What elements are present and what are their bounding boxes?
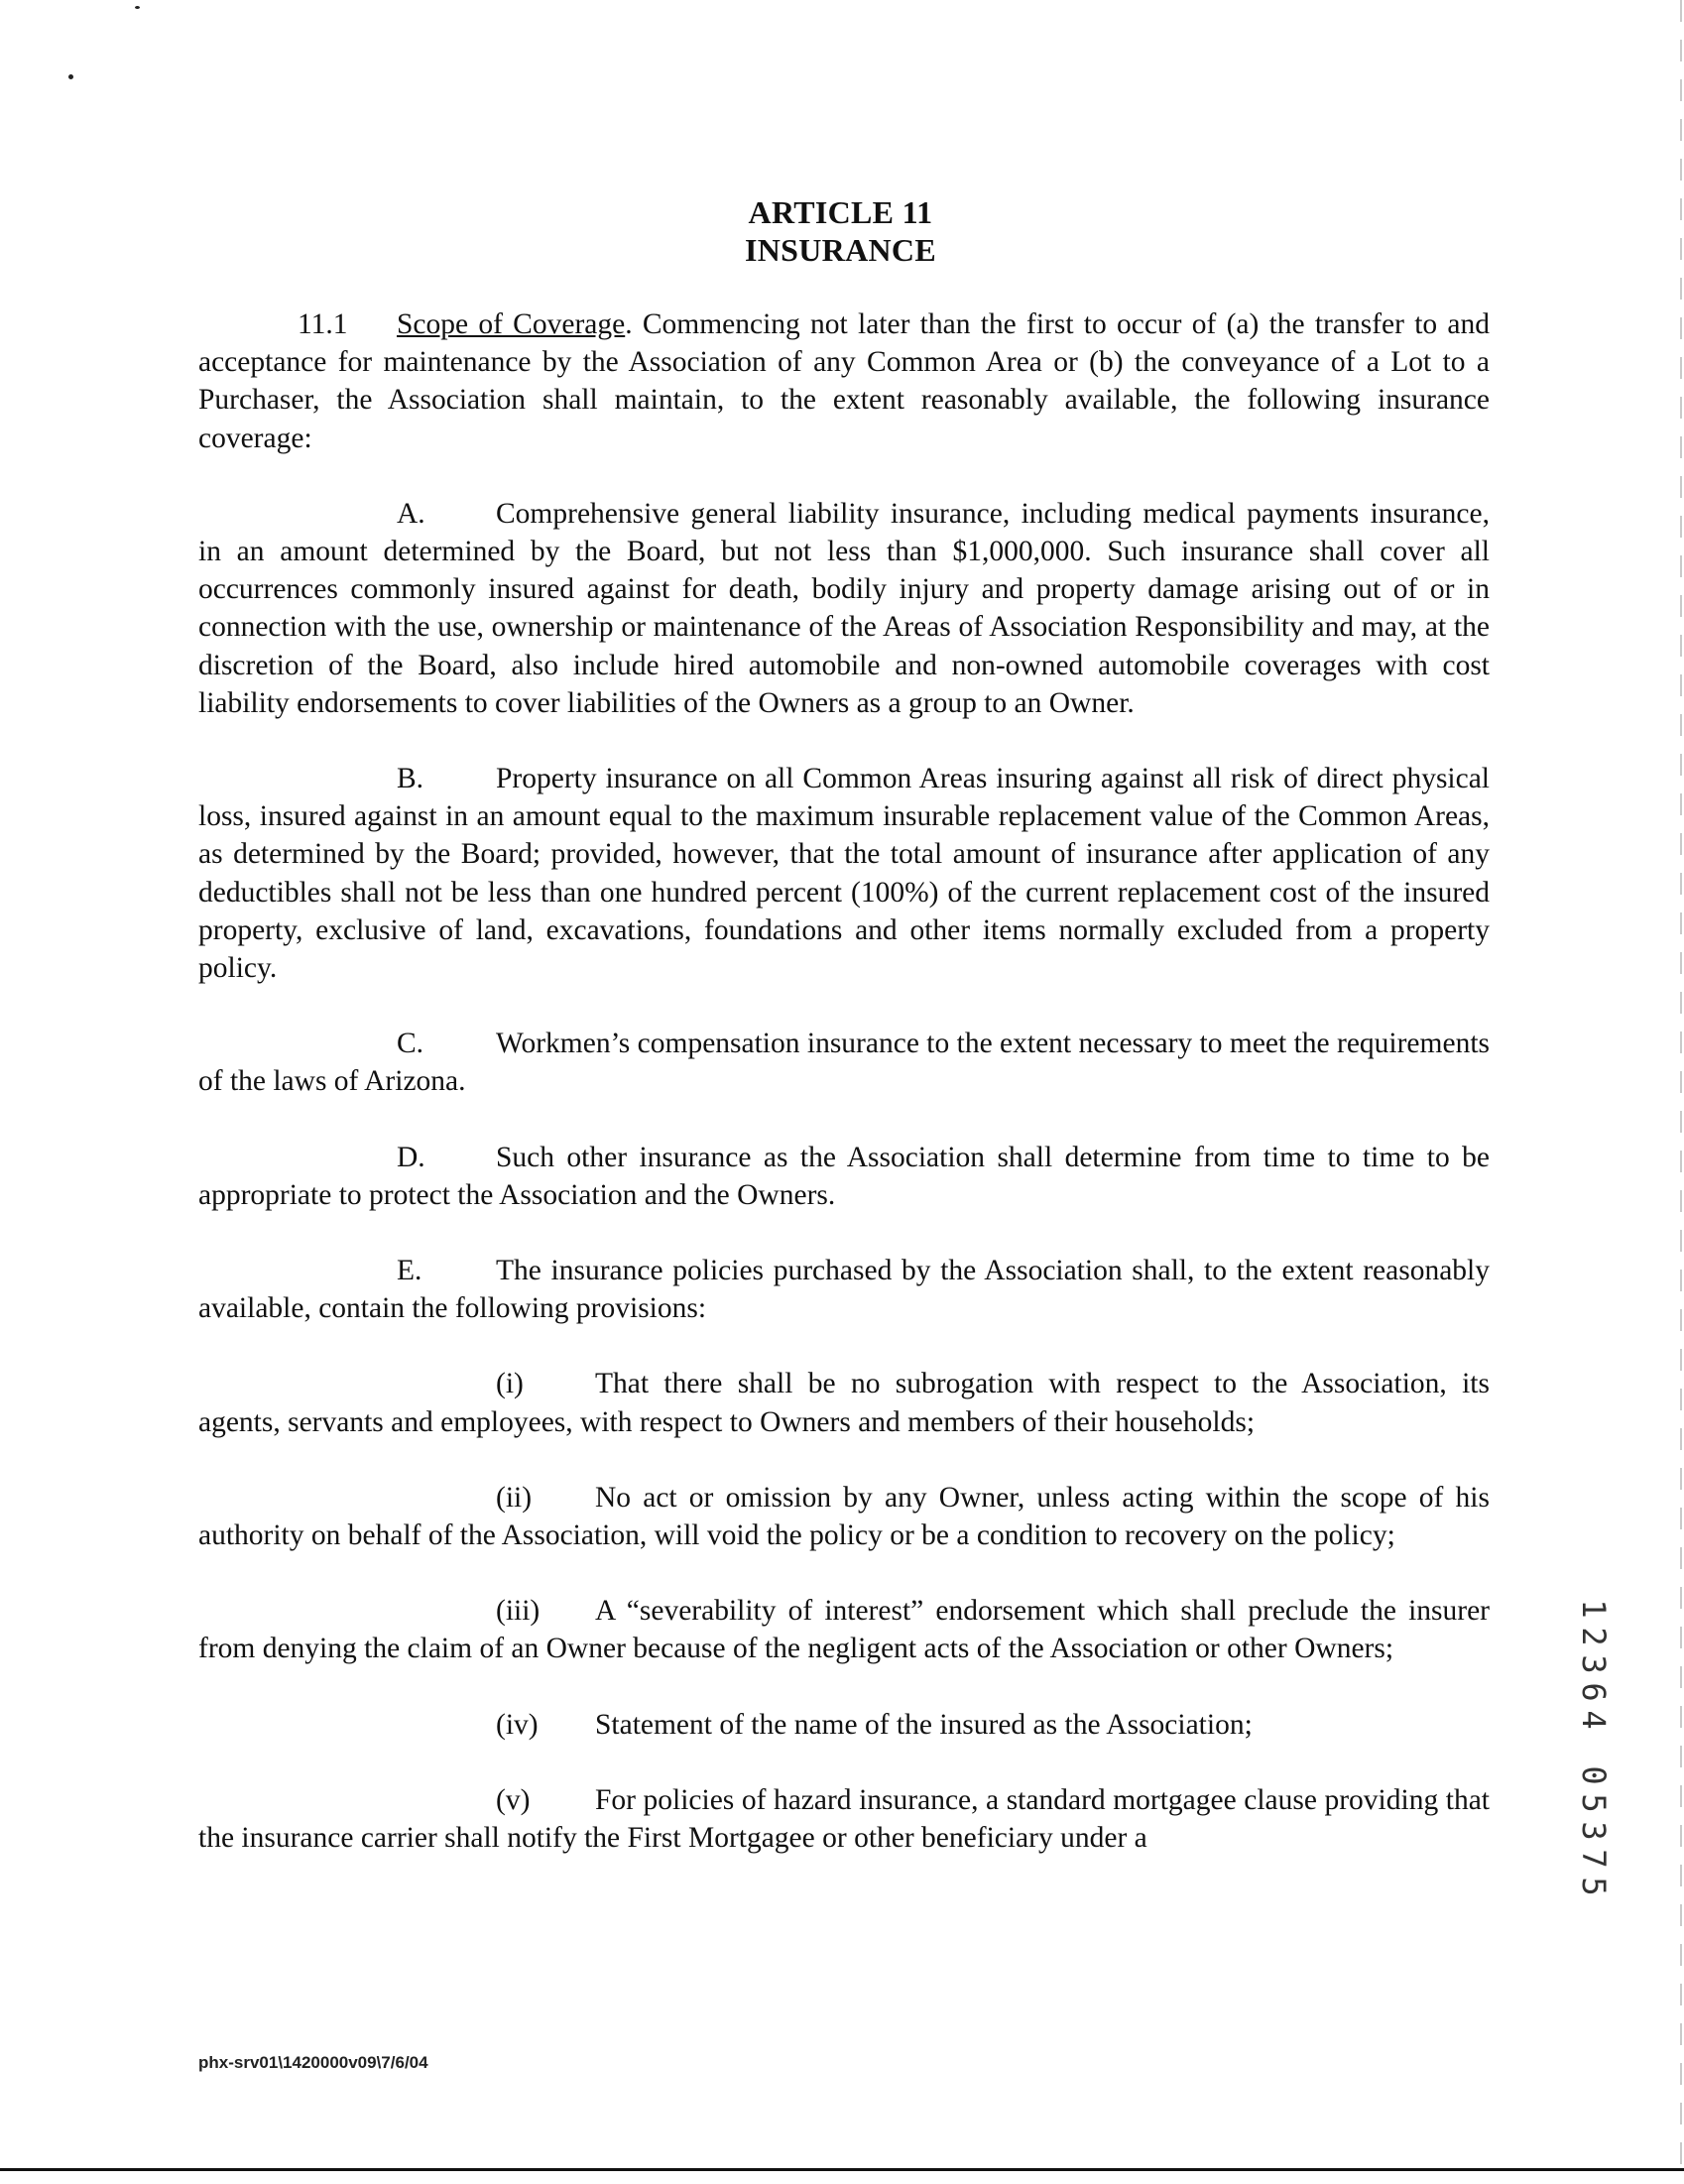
item-label: E. <box>397 1255 422 1287</box>
item-text: Comprehensive general liability insurance, including medical payments insurance, in an amount determined by the Board, but not less than $1,000,000. Such insurance shall cover all occurrences commonly insured against for death, bodily injury and property damage arising out of or in connection with the use, ownership or maintenance of the Areas of Association Responsibility and may, at the discretion of the Board, also include hired automobile and non-owned automobile coverages with cost liability endorsements to cover liabilities of the Owners as a group to an Owner. <box>198 497 1490 719</box>
subitem-i <box>198 1365 1490 1440</box>
subitem-label: (iv) <box>496 1708 539 1741</box>
item-text: Property insurance on all Common Areas insuring against all risk of direct physical loss, insured against in an amount equal to the maximum insurable replacement value of the Common Areas, as determined by the Board; provided, however, that the total amount of insurance after application of any deductibles shall not be less than one hundred percent (100%) of the current replacement cost of the insured property, exclusive of land, excavations, foundations and other items normally excluded from a property policy. <box>198 763 1490 985</box>
section-heading: Scope of Coverage <box>397 308 626 340</box>
subitem-ii <box>198 1479 1490 1554</box>
stamp-char: 1 <box>1575 1599 1613 1619</box>
item-text: Workmen’s compensation insurance to the extent necessary to meet the requirements of the laws of Arizona. <box>198 1028 1490 1098</box>
scan-speck <box>68 74 73 79</box>
stamp-char: 2 <box>1575 1627 1613 1646</box>
page-bottom-rule <box>0 2168 1684 2171</box>
subitem-text: A “severability of interest” endorsement which shall preclude the insurer from denying the claim of an Owner because of the negligent acts of the Association or other Owners; <box>198 1595 1490 1665</box>
subitem-iii <box>198 1592 1490 1667</box>
document-body <box>198 305 1490 1894</box>
stamp-char: 3 <box>1575 1821 1613 1841</box>
item-label: B. <box>397 763 424 795</box>
stamp-char: 3 <box>1575 1654 1613 1674</box>
subitem-label: (v) <box>496 1783 531 1816</box>
subitem-iv <box>198 1706 1490 1744</box>
stamp-char: 0 <box>1575 1765 1613 1785</box>
item-label: A. <box>397 497 425 530</box>
scan-edge-line <box>1680 0 1682 2168</box>
item-e <box>198 1252 1490 1327</box>
item-b <box>198 760 1490 987</box>
item-text: Such other insurance as the Association shall determine from time to time to be appropriate to protect the Association and the Owners. <box>198 1141 1490 1211</box>
subitem-label: (iii) <box>496 1595 541 1628</box>
subitem-v <box>198 1781 1490 1857</box>
subitem-text: That there shall be no subrogation with respect to the Association, its agents, servants and employees, with respect to Owners and members of their households; <box>198 1368 1490 1438</box>
subitem-text: For policies of hazard insurance, a standard mortgagee clause providing that the insurance carrier shall notify the First Mortgagee or other beneficiary under a <box>198 1783 1490 1855</box>
article-number: ARTICLE 11 <box>748 194 933 230</box>
scan-speck <box>135 6 140 9</box>
document-footer-id: phx-srv01\1420000v09\7/6/04 <box>198 2053 428 2072</box>
subitem-label: (i) <box>496 1368 524 1400</box>
item-label: D. <box>397 1141 425 1173</box>
stamp-char: 6 <box>1575 1682 1613 1702</box>
article-title: INSURANCE <box>745 232 936 268</box>
item-label: C. <box>397 1028 424 1060</box>
stamp-char: 7 <box>1575 1849 1613 1869</box>
recording-stamp <box>1574 1595 1614 1900</box>
item-a <box>198 495 1490 722</box>
item-d <box>198 1139 1490 1214</box>
item-c <box>198 1025 1490 1100</box>
subitem-text: No act or omission by any Owner, unless acting within the scope of his authority on behalf of the Association, will void the policy or be a condition to recovery on the policy; <box>198 1481 1490 1552</box>
stamp-char: 5 <box>1575 1877 1613 1896</box>
article-header <box>0 193 1684 269</box>
section-number: 11.1 <box>298 308 348 340</box>
section-11-1 <box>198 305 1490 457</box>
subitem-text: Statement of the name of the insured as the Association; <box>595 1708 1253 1741</box>
section-text: . Commencing not later than the first to occur of (a) the transfer to and acceptance for maintenance by the Association of any Common Area or (b) the conveyance of a Lot to a Purchaser, the Association shall maintain, to the extent reasonably available, the following insurance coverage: <box>198 308 1490 454</box>
stamp-char: 4 <box>1575 1710 1613 1730</box>
item-text: The insurance policies purchased by the Association shall, to the extent reasonably available, contain the following provisions: <box>198 1255 1490 1325</box>
subitem-label: (ii) <box>496 1481 533 1514</box>
stamp-char: 5 <box>1575 1793 1613 1813</box>
